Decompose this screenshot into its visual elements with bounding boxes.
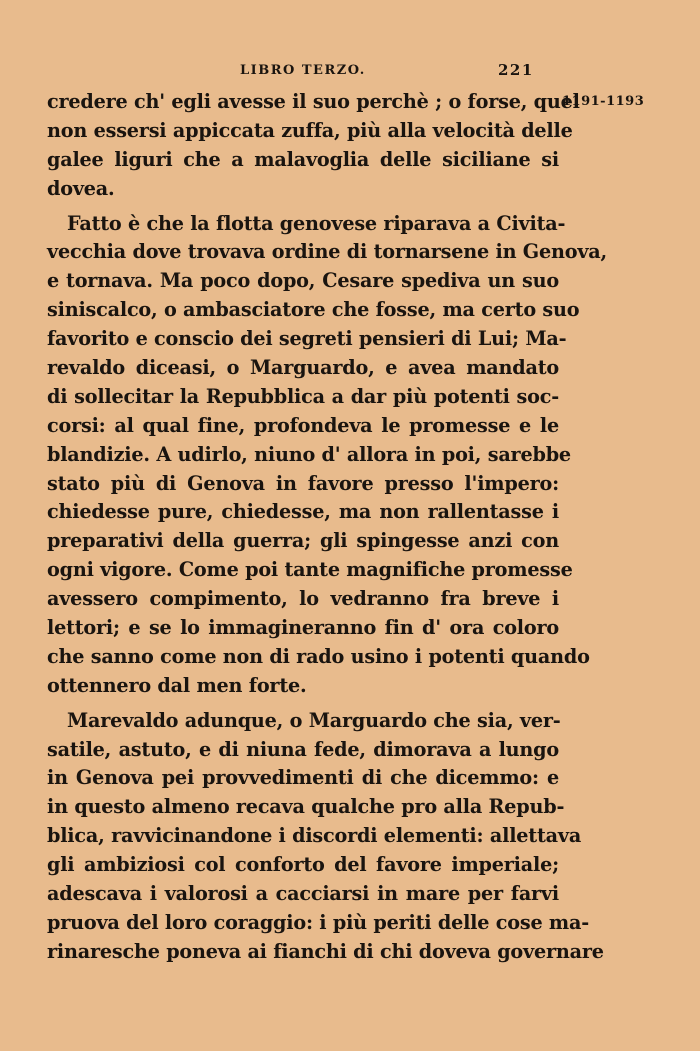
text-line: pruova del loro coraggio: i più periti delle cose ma- bbox=[47, 910, 590, 934]
page-number: 221 bbox=[498, 61, 534, 79]
text-line: e tornava. Ma poco dopo, Cesare spediva un suo bbox=[47, 269, 559, 293]
text-line: siniscalco, o ambasciatore che fosse, ma certo suo bbox=[47, 298, 580, 322]
text-line: preparativi della guerra; gli spingesse anzi con bbox=[47, 529, 559, 553]
text-line: revaldo diceasi, o Marguardo, e avea mandato bbox=[47, 356, 559, 380]
text-line: rinaresche poneva ai fianchi di chi doveva governare bbox=[47, 939, 604, 963]
text-line: Marevaldo adunque, o Marguardo che sia, ver- bbox=[67, 708, 561, 732]
margin-date-note: 1191-1193 bbox=[562, 94, 645, 109]
text-line: che sanno come non di rado usino i potenti quando bbox=[47, 644, 590, 668]
text-line: stato più di Genova in favore presso l'impero: bbox=[47, 471, 559, 495]
text-line: dovea. bbox=[47, 176, 115, 200]
text-line: credere ch' egli avesse il suo perchè ; o forse, quel bbox=[47, 90, 580, 113]
paragraph-3 bbox=[47, 707, 604, 967]
text-line: in Genova pei provvedimenti di che dicemmo: e bbox=[47, 766, 559, 790]
text-line: corsi: al qual fine, profondeva le promesse e le bbox=[47, 413, 559, 437]
text-line: adescava i valorosi a cacciarsi in mare per farvi bbox=[47, 882, 559, 906]
paragraph-1 bbox=[47, 88, 580, 204]
text-line: Fatto è che la flotta genovese riparava a Civita- bbox=[67, 211, 566, 235]
text-line: gli ambiziosi col conforto del favore imperiale; bbox=[47, 853, 559, 877]
text-line: satile, astuto, e di niuna fede, dimorava a lungo bbox=[47, 737, 559, 761]
text-line: galee liguri che a malavoglia delle siciliane si bbox=[47, 147, 559, 171]
text-line: favorito e conscio dei segreti pensieri di Lui; Ma- bbox=[47, 327, 567, 351]
running-head bbox=[0, 60, 700, 84]
text-line: vecchia dove trovava ordine di tornarsene in Genova, bbox=[47, 240, 608, 264]
text-line: ottennero dal men forte. bbox=[47, 673, 307, 697]
text-line: in questo almeno recava qualche pro alla Repub- bbox=[47, 795, 565, 819]
text-line: non essersi appiccata zuffa, più alla velocità delle bbox=[47, 118, 573, 142]
text-line: blica, ravvicinandone i discordi elementi: allettava bbox=[47, 824, 582, 848]
running-title: LIBRO TERZO. bbox=[240, 63, 366, 78]
text-line: lettori; e se lo immagineranno fin d' ora coloro bbox=[47, 616, 559, 640]
text-line: chiedesse pure, chiedesse, ma non rallentasse i bbox=[47, 500, 559, 524]
text-line: di sollecitar la Repubblica a dar più potenti soc- bbox=[47, 384, 559, 408]
text-line: ogni vigore. Come poi tante magnifiche promesse bbox=[47, 558, 573, 582]
text-line: avessero compimento, lo vedranno fra breve i bbox=[47, 587, 559, 611]
paragraph-2 bbox=[47, 210, 608, 701]
text-line: blandizie. A udirlo, niuno d' allora in poi, sarebbe bbox=[47, 442, 571, 466]
